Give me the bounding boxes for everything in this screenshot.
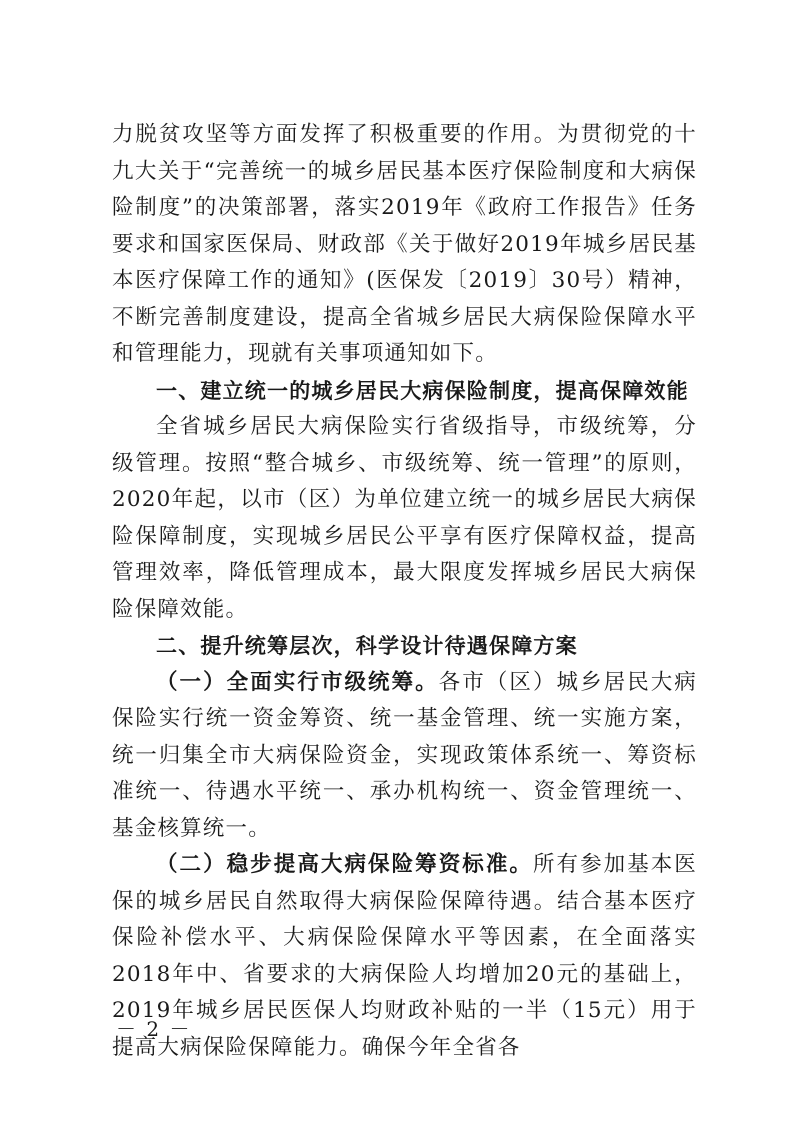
item-1-lead: （一）全面实行市级统筹。 [156, 669, 439, 695]
item-2-lead: （二）稳步提高大病保险筹资标准。 [156, 852, 533, 877]
item-2-paragraph [112, 847, 697, 1066]
section-heading-1: 一、建立统一的城乡居民大病保险制度，提高保障效能 [156, 378, 689, 403]
item-1-body: 各市（区）城乡居民大病保险实行统一资金筹资、统一基金管理、统一实施方案，统一归集全市大病保险资金，实现政策体系统一、筹资标准统一、待遇水平统一、承办机构统一、资金管理统一、基金核算统一。 [112, 669, 698, 841]
item-1-paragraph [112, 665, 697, 848]
item-2-body: 所有参加基本医保的城乡居民自然取得大病保险保障待遇。结合基本医疗保险补偿水平、大病保险保障水平等因素，在全面落实2018年中、省要求的大病保险人均增加20元的基础上，2019年城乡居民医保人均财政补贴的一半（15元）用于提高大病保险保障能力。确保今年全省各 [112, 852, 698, 1060]
intro-paragraph: 力脱贫攻坚等方面发挥了积极重要的作用。为贯彻党的十九大关于“完善统一的城乡居民基本医疗保险制度和大病保险制度”的决策部署，落实2019年《政府工作报告》任务要求和国家医保局、财政部《关于做好2019年城乡居民基本医疗保障工作的通知》(医保发〔2019〕30号）精神，不断完善制度建设，提高全省城乡居民大病保险保障水平和管理能力，现就有关事项通知如下。 [112, 122, 697, 366]
section-1-paragraph: 全省城乡居民大病保险实行省级指导，市级统筹，分级管理。按照“整合城乡、市级统筹、统一管理”的原则，2020年起，以市（区）为单位建立统一的城乡居民大病保险保障制度，实现城乡居民公平享有医疗保障权益，提高管理效率，降低管理成本，最大限度发挥城乡居民大病保险保障效能。 [112, 414, 697, 622]
section-heading-2: 二、提升统筹层次，科学设计待遇保障方案 [156, 634, 578, 658]
page-number: － 2 － [116, 1017, 192, 1041]
document-body [112, 117, 697, 1066]
